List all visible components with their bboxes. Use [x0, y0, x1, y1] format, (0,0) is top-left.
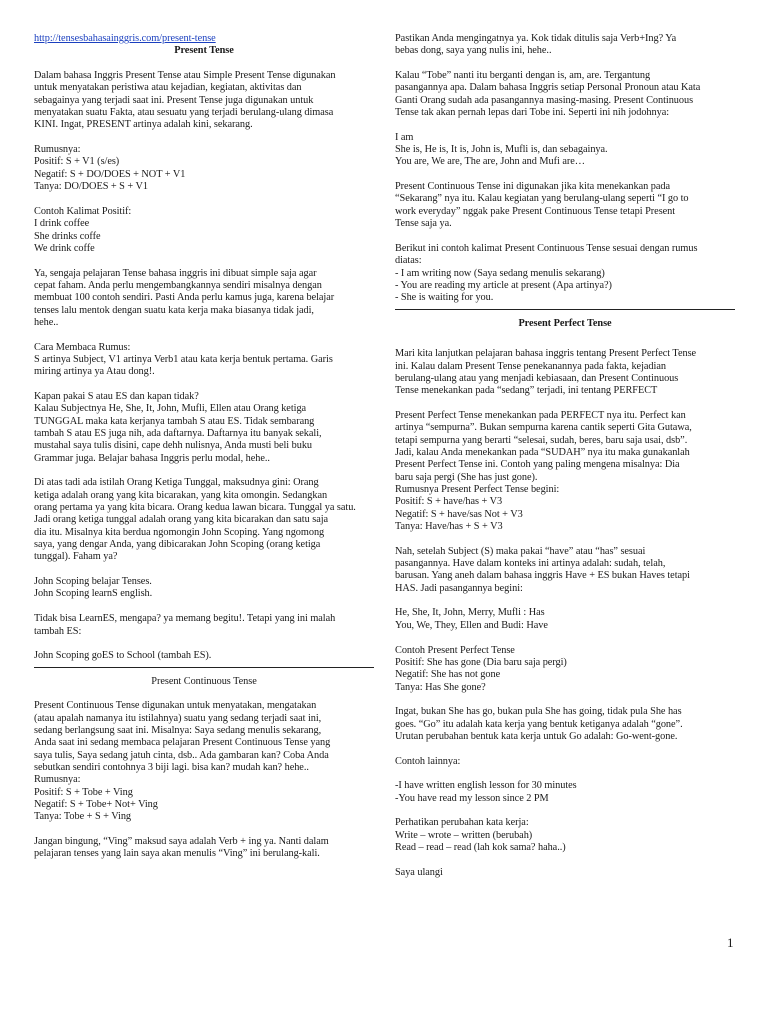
text-line: saya, yang dengar Anda, yang dibicarakan John Scoping (orang ketiga	[34, 539, 321, 551]
text-line: Ya, sengaja pelajaran Tense bahasa inggris ini dibuat simple saja agar	[34, 267, 317, 279]
example-block	[395, 817, 735, 854]
paragraph	[395, 33, 735, 58]
paragraph	[395, 70, 735, 119]
source-url-link[interactable]: http://tensesbahasainggris.com/present-tense	[34, 33, 216, 44]
text-line: (atau apalah namanya itu istilahnya) suatu yang sedang terjadi saat ini,	[34, 712, 322, 724]
text-line: Rumusnya Present Perfect Tense begini:	[395, 484, 560, 496]
text-line: Negatif: S + have/sas Not + V3	[395, 508, 523, 520]
example-block	[395, 132, 735, 169]
text-line: Saya ulangi	[395, 866, 443, 878]
example-block	[395, 645, 735, 694]
example-block	[34, 576, 374, 601]
paragraph	[34, 391, 374, 465]
text-line: HAS. Jadi pasangannya begini:	[395, 582, 523, 594]
paragraph	[395, 410, 735, 533]
text-line: hehe..	[34, 316, 59, 328]
text-line: Negatif: S + DO/DOES + NOT + V1	[34, 168, 186, 180]
text-line: Pastikan Anda mengingatnya ya. Kok tidak ditulis saja Verb+Ing? Ya	[395, 33, 677, 44]
text-line: She drinks coffe	[34, 230, 101, 242]
text-line: pasangannya. Have dalam konteks ini artinya adalah: sudah, telah,	[395, 558, 666, 570]
example-block	[395, 607, 735, 632]
paragraph	[395, 756, 735, 768]
text-line: pelajaran tenses yang lain saya akan menulis “Ving” ini berulang-kali.	[34, 848, 320, 860]
paragraph	[34, 342, 374, 379]
paragraph	[395, 348, 735, 397]
section-divider	[34, 667, 374, 668]
text-line: John Scoping goES to School (tambah ES).	[34, 650, 212, 662]
text-line: John Scoping learnS english.	[34, 588, 153, 600]
paragraph	[34, 613, 374, 638]
text-line: Ingat, bukan She has go, bukan pula She has going, tidak pula She has	[395, 706, 682, 718]
text-line: KINI. Ingat, PRESENT artinya adalah kini, sekarang.	[34, 119, 253, 131]
text-line: Present Perfect Tense menekankan pada PERFECT nya itu. Perfect kan	[395, 409, 686, 421]
text-line: Contoh lainnya:	[395, 755, 461, 767]
text-line: Nah, setelah Subject (S) maka pakai “have” atau “has” sesuai	[395, 545, 646, 557]
text-line: goes. “Go” itu adalah kata kerja yang bentuk ketiganya adalah “gone”.	[395, 718, 683, 730]
text-line: I am	[395, 131, 414, 143]
text-line: barusan. Yang aneh dalam bahasa inggris Have + ES bukan Haves tetapi	[395, 570, 690, 582]
text-line: tetapi sempurna yang berarti “selesai, sudah, beres, baru saja usai, dsb”.	[395, 434, 688, 446]
paragraph	[34, 836, 374, 861]
text-line: Mari kita lanjutkan pelajaran bahasa inggris tentang Present Perfect Tense	[395, 348, 697, 360]
text-line: Contoh Kalimat Positif:	[34, 205, 132, 217]
text-line: -You have read my lesson since 2 PM	[395, 792, 549, 804]
text-line: bebas dong, saya yang nulis ini, hehe..	[395, 45, 552, 57]
text-line: Grammar juga. Belajar bahasa Inggris perlu modal, hehe..	[34, 452, 270, 464]
text-line: tunggal). Faham ya?	[34, 551, 118, 563]
text-line: Ganti Orang sudah ada pasangannya masing-masing. Present Continuous	[395, 94, 694, 106]
text-line: Anda saat ini sedang membaca pelajaran Present Continuous Tense yang	[34, 737, 331, 749]
text-line: mustahal saya tulis disini, cape dehh nulisnya, Anda musti beli buku	[34, 440, 313, 452]
example-block	[34, 206, 374, 255]
text-line: Contoh Present Perfect Tense	[395, 644, 515, 656]
text-line: Jadi, kalau Anda menekankan pada “SUDAH” nya itu maka gunakanlah	[395, 447, 690, 458]
text-line: membuat 100 contoh sendiri. Pasti Anda perlu kamus juga, karena belajar	[34, 292, 335, 304]
text-line: cepat faham. Anda perlu mengembangkannya sendiri misalnya dengan	[34, 279, 322, 291]
text-line: sedang berlangsung saat ini. Misalnya: Saya sedang menulis sekarang,	[34, 724, 322, 736]
text-line: pasangannya apa. Dalam bahasa Inggris setiap Personal Pronoun atau Kata	[395, 82, 701, 94]
formula-block	[34, 144, 374, 193]
paragraph	[395, 706, 735, 743]
paragraph	[395, 867, 735, 879]
text-line: work everyday” nggak pake Present Continuous Tense tetapi Present	[395, 205, 676, 217]
text-line: saya tulis, Saya sedang jatuh cinta, dsb.. Ada gambaran kan? Coba Anda	[34, 749, 329, 761]
section-title-present-continuous: Present Continuous Tense	[151, 675, 257, 687]
text-line: Tense saja ya.	[395, 218, 452, 230]
text-line: orang pertama ya yang kita bicara. Orang kedua lawan bicara. Tunggal ya satu.	[34, 502, 356, 514]
text-line: John Scoping belajar Tenses.	[34, 576, 152, 588]
right-column	[395, 33, 735, 879]
text-line: Tanya: Tobe + S + Ving	[34, 811, 132, 823]
text-line: Urutan perubahan bentuk kata kerja untuk Go adalah: Go-went-gone.	[395, 730, 678, 742]
text-line: Jangan bingung, “Ving” maksud saya adalah Verb + ing ya. Nanti dalam	[34, 836, 329, 847]
text-line: Kalau Subjectnya He, She, It, John, Mufli, Ellen atau Orang ketiga	[34, 403, 307, 415]
text-line: - She is waiting for you.	[395, 292, 494, 304]
text-line: dia itu. Misalnya kita berdua ngomongin John Scoping. Yang ngomong	[34, 526, 325, 538]
text-line: You are, We are, The are, John and Mufi are…	[395, 156, 585, 168]
text-line: Tanya: DO/DOES + S + V1	[34, 181, 148, 193]
text-line: -I have written english lesson for 30 minutes	[395, 780, 577, 792]
text-line: ini. Kalau dalam Present Tense penekanannya pada fakta, kejadian	[395, 360, 666, 372]
text-line: Tanya: Has She gone?	[395, 681, 486, 693]
text-line: Perhatikan perubahan kata kerja:	[395, 817, 529, 829]
text-line: tambah S atau ES juga nih, ada daftarnya. Daftarnya itu banyak sekali,	[34, 428, 322, 439]
text-line: Tense menekankan pada “sedang” terjadi, ini tentang PERFECT	[395, 385, 658, 397]
text-line: Rumusnya:	[34, 144, 81, 156]
text-line: We drink coffe	[34, 242, 95, 254]
text-line: He, She, It, John, Merry, Mufli : Has	[395, 607, 545, 619]
text-line: Tense tak akan pernah lepas dari Tobe ini. Seperti ini nih jodohnya:	[395, 107, 670, 119]
text-line: Read – read – read (lah kok sama? haha..)	[395, 842, 566, 853]
text-line: menyatakan suatu Fakta, atau sesuatu yang terjadi berulang-ulang dimasa	[34, 107, 334, 119]
text-line: She is, He is, It is, John is, Mufli is, dan sebagainya.	[395, 144, 608, 156]
text-line: You, We, They, Ellen and Budi: Have	[395, 619, 548, 631]
text-line: Negatif: S + Tobe+ Not+ Ving	[34, 798, 158, 810]
left-column	[34, 33, 374, 861]
text-line: - I am writing now (Saya sedang menulis sekarang)	[395, 267, 605, 279]
text-line: S artinya Subject, V1 artinya Verb1 atau kata kerja bentuk pertama. Garis	[34, 353, 333, 365]
section-title-present-perfect: Present Perfect Tense	[518, 317, 612, 329]
text-line: Positif: S + Tobe + Ving	[34, 786, 133, 798]
section-title-present-tense: Present Tense	[174, 45, 234, 57]
text-line: Tidak bisa LearnES, mengapa? ya memang begitu!. Tetapi yang ini malah	[34, 613, 336, 625]
text-line: Positif: S + have/has + V3	[395, 496, 503, 508]
paragraph	[34, 70, 374, 132]
text-line: sebutkan sendiri contohnya 3 biji lagi. bisa kan? mudah kan? hehe..	[34, 761, 309, 773]
text-line: Present Continuous Tense ini digunakan jika kita menekankan pada	[395, 181, 670, 193]
text-line: Jadi orang ketiga tunggal adalah orang yang kita bicarakan dan satu saja	[34, 514, 329, 526]
text-line: tambah ES:	[34, 625, 82, 637]
text-line: I drink coffee	[34, 218, 90, 230]
text-line: baru saja pergi (She has just gone).	[395, 471, 538, 483]
text-line: Rumusnya:	[34, 774, 81, 786]
text-line: Dalam bahasa Inggris Present Tense atau Simple Present Tense digunakan	[34, 70, 336, 82]
text-line: Present Continuous Tense digunakan untuk menyatakan, mengatakan	[34, 700, 317, 712]
paragraph	[34, 477, 374, 563]
example-block	[395, 780, 735, 805]
text-line: miring artinya ya Atau dong!.	[34, 366, 155, 378]
text-line: diatas:	[395, 255, 422, 267]
paragraph	[34, 650, 374, 662]
text-line: Present Perfect Tense ini. Contoh yang paling mengena misalnya: Dia	[395, 459, 680, 471]
page-number: 1	[727, 935, 734, 950]
text-line: Positif: S + V1 (s/es)	[34, 156, 120, 168]
text-line: Kapan pakai S atau ES dan kapan tidak?	[34, 390, 199, 402]
text-line: sebagainya yang terjadi saat ini. Present Tense juga digunakan untuk	[34, 94, 314, 106]
text-line: Negatif: She has not gone	[395, 669, 501, 681]
text-line: artinya “sempurna”. Bukan sempurna karena cantik seperti Gita Gutawa,	[395, 422, 692, 434]
text-line: Di atas tadi ada istilah Orang Ketiga Tunggal, maksudnya gini: Orang	[34, 477, 319, 489]
paragraph	[34, 268, 374, 330]
text-line: untuk menyatakan peristiwa atau kejadian, kegiatan, aktivitas dan	[34, 82, 302, 94]
section-divider	[395, 309, 735, 310]
text-line: TUNGGAL maka kata kerjanya tambah S atau ES. Tidak sembarang	[34, 415, 315, 427]
text-line: Cara Membaca Rumus:	[34, 341, 131, 353]
paragraph	[395, 181, 735, 230]
text-line: Positif: She has gone (Dia baru saja pergi)	[395, 656, 567, 668]
paragraph	[395, 243, 735, 305]
text-line: Berikut ini contoh kalimat Present Continuous Tense sesuai dengan rumus	[395, 242, 698, 254]
text-line: ketiga adalah orang yang kita bicarakan, yang kita omongin. Sedangkan	[34, 489, 328, 501]
paragraph	[395, 546, 735, 595]
text-line: Tanya: Have/has + S + V3	[395, 521, 503, 533]
text-line: Write – wrote – written (berubah)	[395, 829, 533, 841]
text-line: Kalau “Tobe” nanti itu berganti dengan is, am, are. Tergantung	[395, 70, 651, 82]
text-line: tenses lalu mentok dengan suatu kata kerja maka biasanya tidak jadi,	[34, 304, 314, 316]
text-line: “Sekarang” nya itu. Kalau kegiatan yang berulang-ulang seperti “I go to	[395, 193, 689, 205]
text-line: berulang-ulang atau yang menjadi kebiasaan, dan Present Continuous	[395, 372, 679, 384]
text-line: - You are reading my article at present (Apa artinya?)	[395, 279, 612, 291]
paragraph	[34, 700, 374, 823]
